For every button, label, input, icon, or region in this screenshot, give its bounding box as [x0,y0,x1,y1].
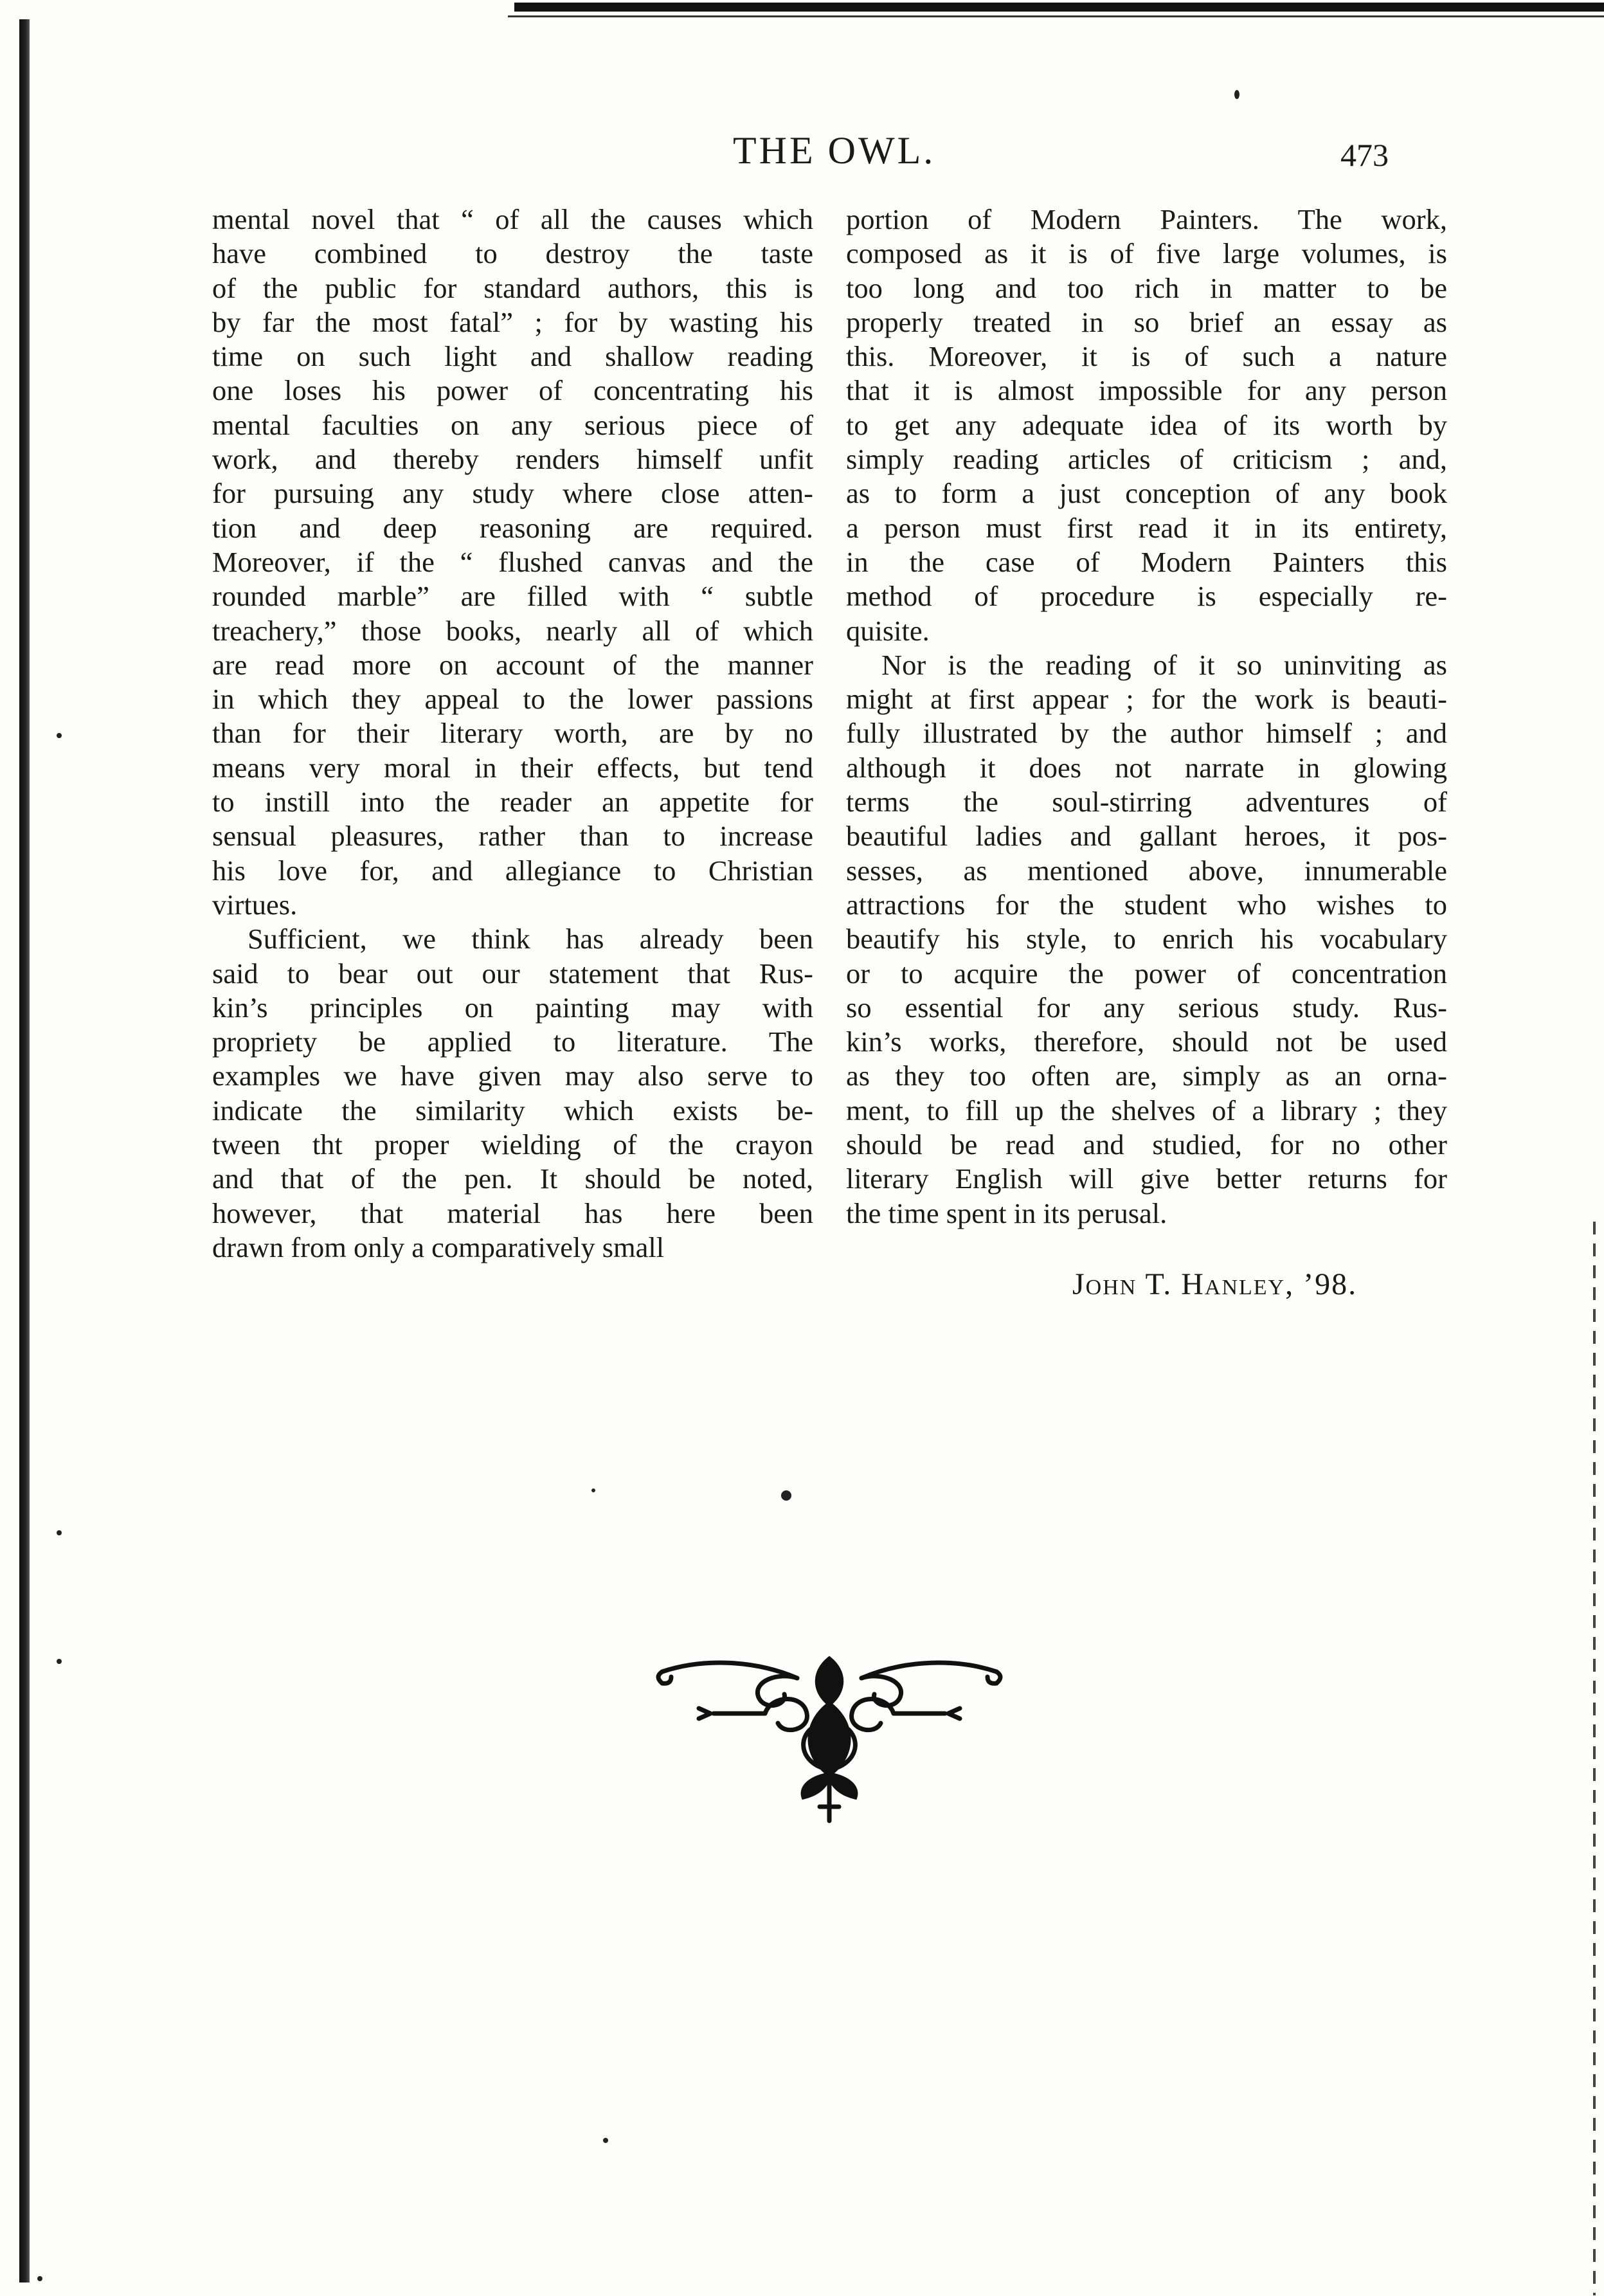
text-line: as they too often are, simply as an orna- [846,1060,1447,1092]
text-line: might at first appear ; for the work is beauti- [846,683,1447,716]
text-line: are read more on account of the manner [212,648,813,681]
text-line: that it is almost impossible for any person [846,374,1447,407]
text-line: to get any adequate idea of its worth by [846,408,1447,441]
text-line: than for their literary worth, are by no [212,717,813,750]
text-line: a person must first read it in its entirety, [846,511,1447,544]
text-line: too long and too rich in matter to be [846,271,1447,304]
running-title: THE OWL. [733,129,936,172]
ink-speck [1234,90,1239,99]
binding-edge [19,19,30,2282]
text-line: work, and thereby renders himself unfit [212,443,813,476]
text-line: drawn from only a comparatively small [212,1231,665,1263]
text-line: or to acquire the power of concentration [846,957,1447,990]
text-line: should be read and studied, for no other [846,1128,1447,1161]
top-rule [514,3,1604,12]
right-column [846,203,1447,1231]
text-line: as to form a just conception of any book [846,477,1447,510]
text-line: however, that material has here been [212,1197,813,1229]
ink-speck [603,2138,608,2143]
page-number: 473 [1340,137,1389,173]
text-line: kin’s principles on painting may with [212,991,813,1024]
ink-speck [57,1659,62,1664]
text-line: sensual pleasures, rather than to increase [212,820,813,853]
text-line: by far the most fatal” ; for by wasting his [212,305,813,338]
text-line: sesses, as mentioned above, innumerable [846,854,1447,887]
text-line: propriety be applied to literature. The [212,1026,813,1058]
text-line: means very moral in their effects, but tend [212,751,813,784]
text-line: ment, to fill up the shelves of a library ; they [846,1094,1447,1126]
text-line: terms the soul-stirring adventures of [846,786,1447,818]
text-line: fully illustrated by the author himself ; and [846,717,1447,750]
text-line: treachery,” those books, nearly all of which [212,614,813,647]
text-line: method of procedure is especially re- [846,580,1447,613]
text-line: said to bear out our statement that Rus- [212,957,813,990]
text-line: quisite. [846,614,930,647]
text-line: virtues. [212,888,298,921]
top-rule-thin [508,15,1604,17]
text-line: examples we have given may also serve to [212,1060,813,1092]
text-line: have combined to destroy the taste [212,237,813,270]
text-line: so essential for any serious study. Rus- [846,991,1447,1024]
ink-speck [591,1488,595,1492]
author-signature: John T. Hanley, ’98. [1072,1267,1358,1301]
text-line: beautify his style, to enrich his vocabulary [846,923,1447,955]
text-line: time on such light and shallow reading [212,340,813,373]
text-line: rounded marble” are filled with “ subtle [212,580,813,613]
text-line: in the case of Modern Painters this [846,545,1447,578]
text-line: one loses his power of concentrating his [212,374,813,407]
text-line: indicate the similarity which exists be- [212,1094,813,1126]
left-column [212,203,813,1265]
text-line: kin’s works, therefore, should not be used [846,1026,1447,1058]
text-line: properly treated in so brief an essay as [846,305,1447,338]
text-line: mental novel that “ of all the causes which [212,203,813,235]
text-line: portion of Modern Painters. The work, [846,203,1447,235]
text-line: tween tht proper wielding of the crayon [212,1128,813,1161]
text-line: of the public for standard authors, this is [212,271,813,304]
text-line: tion and deep reasoning are required. [212,511,813,544]
tailpiece-ornament-icon [649,1652,1009,1826]
text-line: literary English will give better returns for [846,1162,1447,1195]
page-edge [1593,1222,1596,2295]
text-line: his love for, and allegiance to Christian [212,854,813,887]
text-line: attractions for the student who wishes to [846,888,1447,921]
text-line: in which they appeal to the lower passions [212,683,813,716]
ink-speck [57,733,62,738]
text-line: composed as it is of five large volumes, is [846,237,1447,270]
text-line: this. Moreover, it is of such a nature [846,340,1447,373]
ink-speck [781,1490,791,1501]
text-line: although it does not narrate in glowing [846,751,1447,784]
text-line: for pursuing any study where close atten- [212,477,813,510]
text-line: mental faculties on any serious piece of [212,408,813,441]
text-line: simply reading articles of criticism ; and, [846,443,1447,476]
text-line: to instill into the reader an appetite for [212,786,813,818]
ink-speck [37,2276,42,2281]
text-line: Nor is the reading of it so uninviting as [881,648,1447,681]
text-line: and that of the pen. It should be noted, [212,1162,813,1195]
ink-speck [57,1530,62,1535]
text-line: the time spent in its perusal. [846,1197,1167,1229]
text-line: Sufficient, we think has already been [248,923,813,955]
text-line: beautiful ladies and gallant heroes, it pos- [846,820,1447,853]
text-line: Moreover, if the “ flushed canvas and the [212,545,813,578]
